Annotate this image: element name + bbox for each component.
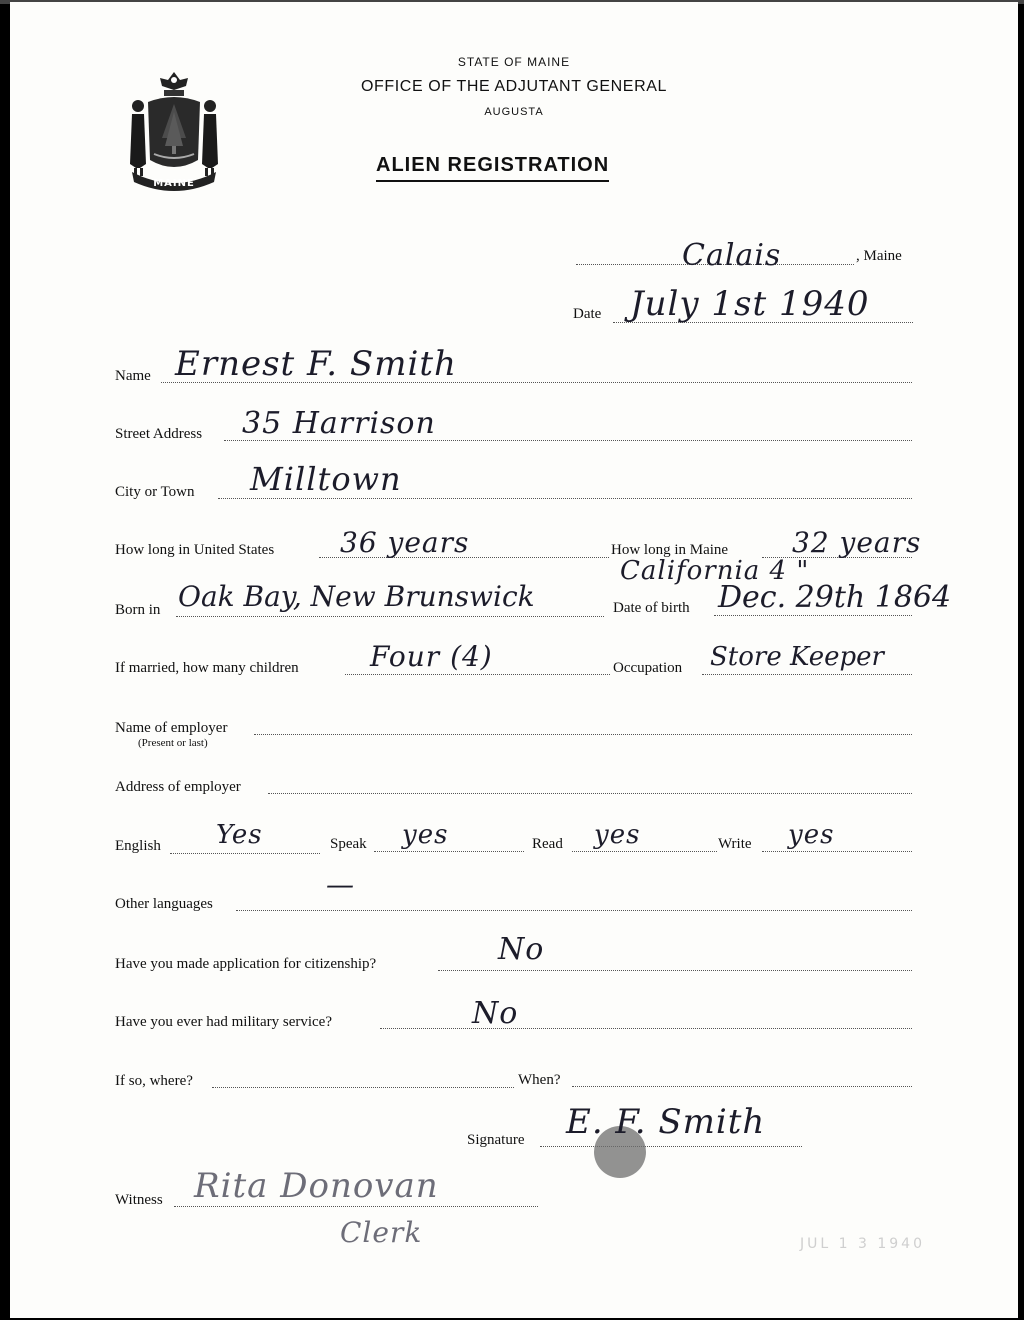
- write-value[interactable]: yes: [788, 820, 835, 850]
- read-label: Read: [532, 836, 563, 852]
- write-label: Write: [718, 836, 752, 852]
- date-of-birth-value[interactable]: Dec. 29th 1864: [718, 580, 952, 615]
- military-value[interactable]: No: [472, 996, 519, 1031]
- when-label: When?: [518, 1072, 561, 1088]
- street-value[interactable]: 35 Harrison: [242, 406, 436, 441]
- date-value[interactable]: July 1st 1940: [630, 284, 870, 324]
- military-label: Have you ever had military service?: [115, 1014, 332, 1030]
- other-place-value[interactable]: California 4 ": [620, 556, 810, 586]
- name-value[interactable]: Ernest F. Smith: [175, 344, 457, 384]
- children-value[interactable]: Four (4): [370, 640, 493, 673]
- witness-value[interactable]: Rita Donovan: [194, 1166, 439, 1206]
- registration-form: [10, 2, 1018, 1318]
- occupation-value[interactable]: Store Keeper: [710, 642, 884, 672]
- english-value[interactable]: Yes: [216, 820, 263, 850]
- speak-label: Speak: [330, 836, 367, 852]
- read-value[interactable]: yes: [594, 820, 641, 850]
- english-label: English: [115, 838, 161, 854]
- place-value[interactable]: Calais: [682, 238, 782, 273]
- years-us-value[interactable]: 36 years: [340, 526, 470, 559]
- seal-banner-label: MAINE: [153, 178, 195, 189]
- citizenship-label: Have you made application for citizenship?: [115, 956, 377, 972]
- signature-label: Signature: [467, 1132, 525, 1148]
- name-label: Name: [115, 368, 151, 384]
- date-label: Date: [573, 306, 602, 322]
- if-so-where-label: If so, where?: [115, 1073, 193, 1089]
- children-label: If married, how many children: [115, 660, 299, 676]
- street-label: Street Address: [115, 426, 203, 442]
- speak-value[interactable]: yes: [402, 820, 449, 850]
- born-in-value[interactable]: Oak Bay, New Brunswick: [178, 580, 535, 613]
- maine-seal-icon: [118, 68, 230, 192]
- employer-label: Name of employer: [115, 720, 228, 736]
- signature-value[interactable]: E. F. Smith: [566, 1102, 766, 1142]
- other-languages-value[interactable]: —: [326, 868, 355, 901]
- place-suffix-label: , Maine: [856, 248, 902, 264]
- employer-note: (Present or last): [138, 737, 208, 749]
- citizenship-value[interactable]: No: [498, 932, 545, 967]
- state-heading: STATE OF MAINE: [457, 55, 571, 69]
- employer-address-label: Address of employer: [115, 779, 241, 795]
- city-heading: AUGUSTA: [484, 106, 544, 118]
- witness-label: Witness: [115, 1192, 163, 1208]
- city-value[interactable]: Milltown: [250, 460, 402, 498]
- page-title: ALIEN REGISTRATION: [376, 154, 609, 182]
- other-languages-label: Other languages: [115, 896, 213, 912]
- city-label: City or Town: [115, 484, 195, 500]
- born-in-label: Born in: [115, 602, 161, 618]
- date-of-birth-label: Date of birth: [613, 600, 690, 616]
- years-maine-value[interactable]: 32 years: [792, 526, 922, 559]
- witness-title-value[interactable]: Clerk: [340, 1216, 423, 1249]
- received-stamp: JUL 1 3 1940: [800, 1236, 925, 1252]
- how-long-us-label: How long in United States: [115, 542, 275, 558]
- occupation-label: Occupation: [613, 660, 683, 676]
- office-heading: OFFICE OF THE ADJUTANT GENERAL: [360, 78, 668, 95]
- how-long-maine-label: How long in Maine: [611, 542, 729, 558]
